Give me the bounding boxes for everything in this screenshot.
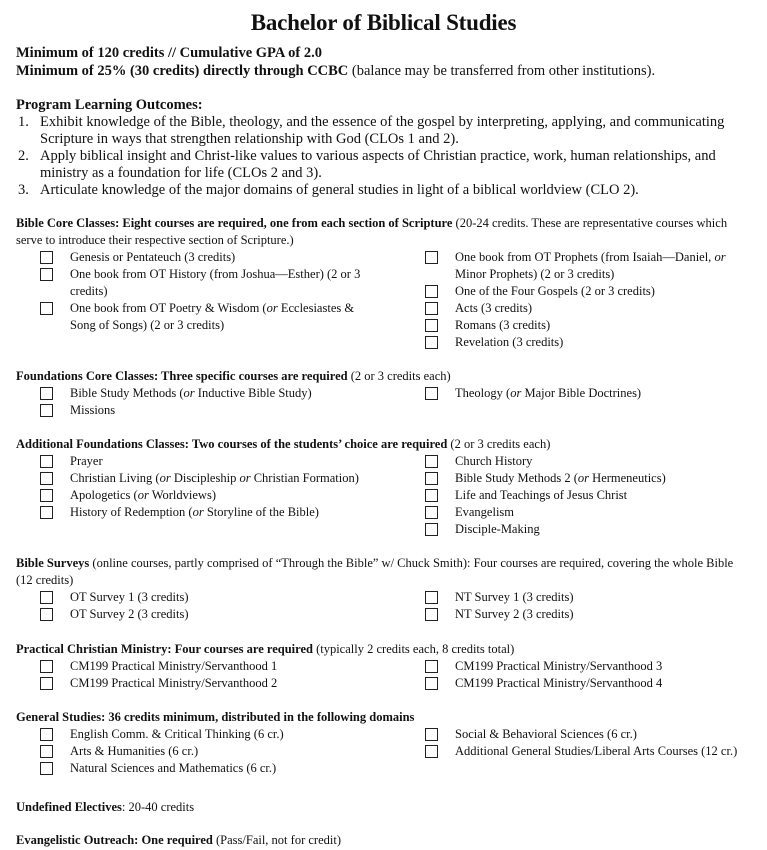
course-label: Social & Behavioral Sciences (6 cr.) [455, 727, 637, 741]
course-label: OT Survey 2 (3 credits) [70, 607, 189, 621]
course-item [402, 385, 742, 402]
section-heading [16, 436, 751, 453]
section-heading-note: (20-24 credits. These are representative courses which serve to introduce their respective section of Scripture.) [16, 216, 728, 247]
course-columns [16, 726, 751, 777]
course-column-right [402, 658, 742, 692]
course-checkbox[interactable] [425, 489, 438, 502]
course-checkbox[interactable] [425, 506, 438, 519]
course-checkbox[interactable] [40, 472, 53, 485]
course-label: English Comm. & Critical Thinking (6 cr.) [70, 727, 284, 741]
course-item [16, 402, 402, 419]
course-checkbox[interactable] [425, 728, 438, 741]
course-checkbox[interactable] [425, 677, 438, 690]
plo-list [16, 114, 751, 199]
course-item [402, 675, 742, 692]
course-column-left [16, 589, 402, 623]
course-label: Arts & Humanities (6 cr.) [70, 744, 199, 758]
section-heading-bold: Practical Christian Ministry: Four courses are required [16, 642, 313, 656]
course-label: OT Survey 1 (3 credits) [70, 590, 189, 604]
course-label: Natural Sciences and Mathematics (6 cr.) [70, 761, 277, 775]
course-column-right [402, 249, 742, 351]
course-label: Additional General Studies/Liberal Arts Courses (12 cr.) [455, 744, 738, 758]
course-label: One book from OT History (from Joshua—Esther) (2 or 3 credits) [70, 267, 361, 298]
course-item [402, 726, 742, 743]
section-heading [16, 641, 751, 658]
course-label: History of Redemption (or Storyline of the Bible) [70, 505, 319, 519]
section-heading-bold: Bible Core Classes: Eight courses are required, one from each section of Scripture [16, 216, 453, 230]
course-label: One book from OT Prophets (from Isaiah—Daniel, or Minor Prophets) (2 or 3 credits) [455, 250, 726, 281]
course-item [402, 606, 742, 623]
course-checkbox[interactable] [425, 608, 438, 621]
course-checkbox[interactable] [40, 608, 53, 621]
section-bible-surveys [16, 555, 751, 623]
course-label: Life and Teachings of Jesus Christ [455, 488, 628, 502]
course-item [16, 385, 402, 402]
plo-item [16, 114, 751, 148]
course-item [16, 606, 402, 623]
course-columns [16, 385, 751, 419]
course-column-left [16, 658, 402, 692]
plo-number: 2. [18, 148, 29, 164]
course-item [402, 487, 742, 504]
course-item [402, 658, 742, 675]
course-label: Genesis or Pentateuch (3 credits) [70, 250, 236, 264]
course-column-left [16, 385, 402, 419]
course-label: Apologetics (or Worldviews) [70, 488, 216, 502]
plo-number: 1. [18, 114, 29, 130]
section-heading-note: (online courses, partly comprised of “Through the Bible” w/ Chuck Smith): Four courses are required, covering the whole Bible (12 credits) [16, 556, 734, 587]
section-heading-note: (2 or 3 credits each) [447, 437, 551, 451]
course-checkbox[interactable] [40, 728, 53, 741]
section-foundations-core [16, 368, 751, 419]
course-column-left [16, 726, 402, 777]
course-item [402, 521, 742, 538]
course-item [16, 249, 402, 266]
course-columns [16, 589, 751, 623]
section-heading [16, 368, 751, 385]
course-item [402, 300, 742, 317]
section-general-studies [16, 709, 751, 777]
course-column-left [16, 249, 402, 351]
course-checkbox[interactable] [40, 506, 53, 519]
course-checkbox[interactable] [425, 285, 438, 298]
credits-requirement-text: Minimum of 120 credits // Cumulative GPA of 2.0 [16, 45, 322, 61]
course-checkbox[interactable] [40, 455, 53, 468]
course-item [16, 760, 402, 777]
course-label: Christian Living (or Discipleship or Christian Formation) [70, 471, 359, 485]
course-columns [16, 453, 751, 538]
evangelistic-outreach [16, 832, 751, 849]
section-heading [16, 555, 751, 589]
credits-requirement [16, 44, 751, 62]
course-checkbox[interactable] [40, 591, 53, 604]
course-label: CM199 Practical Ministry/Servanthood 2 [70, 676, 278, 690]
course-item [16, 675, 402, 692]
course-item [402, 317, 742, 334]
section-heading [16, 215, 751, 249]
course-item [16, 453, 402, 470]
course-label: Church History [455, 454, 533, 468]
section-additional-foundations [16, 436, 751, 538]
course-item [16, 589, 402, 606]
course-checkbox[interactable] [40, 251, 53, 264]
course-checkbox[interactable] [425, 472, 438, 485]
course-checkbox[interactable] [425, 591, 438, 604]
course-checkbox[interactable] [425, 387, 438, 400]
course-item [16, 726, 402, 743]
residency-requirement-note: (balance may be transferred from other institutions). [348, 63, 656, 79]
plo-number: 3. [18, 182, 29, 198]
course-item [402, 470, 742, 487]
course-checkbox[interactable] [40, 404, 53, 417]
plo-item [16, 148, 751, 182]
plo-text: Apply biblical insight and Christ-like values to various aspects of Christian practice, work, human relationships, and ministry as a foundation for life (CLOs 2 and 3). [40, 148, 716, 181]
course-item [402, 504, 742, 521]
course-item [402, 743, 742, 760]
course-label: Prayer [70, 454, 103, 468]
course-column-left [16, 453, 402, 538]
section-heading [16, 709, 751, 726]
plo-text: Exhibit knowledge of the Bible, theology, and the essence of the gospel by interpreting, applying, and communicating Scripture in ways that strengthen relationship with God (CLOs 1 and 2). [40, 114, 725, 147]
plo-item [16, 182, 751, 199]
section-heading-note: (typically 2 credits each, 8 credits total) [312, 642, 515, 656]
residency-requirement-text: Minimum of 25% (30 credits) directly through CCBC [16, 63, 349, 79]
section-heading-bold: Bible Surveys [16, 556, 90, 570]
course-checkbox[interactable] [425, 523, 438, 536]
outreach-label: Evangelistic Outreach: One required [16, 833, 213, 847]
course-item [402, 283, 742, 300]
course-item [402, 249, 742, 283]
electives-note: : 20-40 credits [121, 800, 195, 814]
course-checkbox[interactable] [40, 489, 53, 502]
course-label: NT Survey 1 (3 credits) [455, 590, 574, 604]
course-label: CM199 Practical Ministry/Servanthood 4 [455, 676, 663, 690]
course-label: Theology (or Major Bible Doctrines) [455, 386, 642, 400]
course-checkbox[interactable] [40, 268, 53, 281]
course-item [16, 658, 402, 675]
course-label: Romans (3 credits) [455, 318, 551, 332]
section-heading-bold: Additional Foundations Classes: Two courses of the students’ choice are required [16, 437, 448, 451]
section-practical-ministry [16, 641, 751, 692]
course-item [16, 487, 402, 504]
course-checkbox[interactable] [425, 336, 438, 349]
course-checkbox[interactable] [425, 745, 438, 758]
residency-requirement [16, 62, 751, 80]
course-column-right [402, 589, 742, 623]
course-column-right [402, 453, 742, 538]
course-checkbox[interactable] [425, 302, 438, 315]
course-label: CM199 Practical Ministry/Servanthood 3 [455, 659, 663, 673]
course-item [16, 470, 402, 487]
course-item [16, 743, 402, 760]
course-label: NT Survey 2 (3 credits) [455, 607, 574, 621]
course-label: Disciple-Making [455, 522, 540, 536]
course-label: Evangelism [455, 505, 515, 519]
electives-label: Undefined Electives [16, 800, 122, 814]
course-checkbox[interactable] [40, 745, 53, 758]
course-item [16, 504, 402, 521]
outreach-note: (Pass/Fail, not for credit) [212, 833, 341, 847]
course-checkbox[interactable] [40, 762, 53, 775]
course-checkbox[interactable] [425, 660, 438, 673]
plo-text: Articulate knowledge of the major domains of general studies in light of a biblical worldview (CLO 2). [40, 182, 639, 198]
course-checkbox[interactable] [40, 387, 53, 400]
course-label: Missions [70, 403, 116, 417]
course-label: Revelation (3 credits) [455, 335, 564, 349]
course-column-right [402, 726, 742, 777]
section-heading-note: (2 or 3 credits each) [347, 369, 451, 383]
undefined-electives [16, 799, 751, 816]
course-label: One of the Four Gospels (2 or 3 credits) [455, 284, 655, 298]
course-columns [16, 249, 751, 351]
course-label: CM199 Practical Ministry/Servanthood 1 [70, 659, 278, 673]
course-label: Acts (3 credits) [455, 301, 533, 315]
course-checkbox[interactable] [425, 319, 438, 332]
course-label: Bible Study Methods (or Inductive Bible Study) [70, 386, 312, 400]
section-heading-bold: General Studies: 36 credits minimum, distributed in the following domains [16, 710, 415, 724]
course-label: Bible Study Methods 2 (or Hermeneutics) [455, 471, 666, 485]
section-heading-bold: Foundations Core Classes: Three specific courses are required [16, 369, 348, 383]
course-label: One book from OT Poetry & Wisdom (or Ecclesiastes & Song of Songs) (2 or 3 credits) [70, 301, 355, 332]
course-checkbox[interactable] [40, 677, 53, 690]
course-checkbox[interactable] [40, 302, 53, 315]
course-item [402, 453, 742, 470]
course-item [402, 589, 742, 606]
page-title: Bachelor of Biblical Studies [250, 10, 517, 35]
course-checkbox[interactable] [425, 455, 438, 468]
course-checkbox[interactable] [40, 660, 53, 673]
course-item [16, 300, 402, 334]
section-bible-core [16, 215, 751, 351]
course-item [16, 266, 402, 300]
course-column-right [402, 385, 742, 419]
plo-heading: Program Learning Outcomes: [16, 97, 203, 113]
course-columns [16, 658, 751, 692]
course-checkbox[interactable] [425, 251, 438, 264]
course-item [402, 334, 742, 351]
